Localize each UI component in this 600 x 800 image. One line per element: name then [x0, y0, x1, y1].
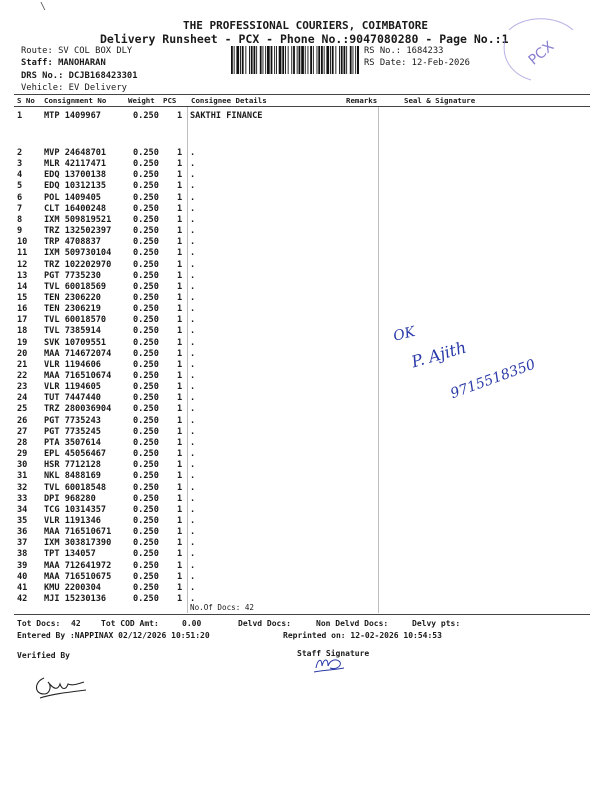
handwritten-phone: 9715518350 [448, 356, 538, 403]
row-sno: 37 [17, 538, 28, 549]
row-sno: 2 [17, 148, 23, 158]
row-consignee: . [190, 515, 196, 526]
row-pcs: 1 [177, 371, 183, 381]
row-consignment: CLT 16400248 [44, 203, 107, 214]
runsheet-title: Delivery Runsheet - PCX - Phone No.:9047080280 - Page No.:1 [100, 32, 509, 46]
row-pcs: 1 [177, 181, 183, 192]
row-sno: 12 [17, 259, 28, 270]
table-row [0, 148, 600, 159]
row-weight: 0.250 [133, 111, 159, 121]
route: Route: SV COL BOX DLY [21, 46, 133, 56]
row-consignee: . [190, 493, 196, 504]
col-remarks: Remarks [346, 96, 378, 105]
row-consignee: . [190, 326, 196, 337]
stamp-text: PCX [525, 38, 558, 69]
row-consignment: PGT 7735243 [44, 415, 101, 426]
row-sno: 24 [17, 393, 28, 404]
col-consignee: Consignee Details [191, 96, 267, 105]
table-row [0, 237, 600, 248]
table-row [0, 248, 600, 259]
row-pcs: 1 [177, 393, 183, 404]
row-pcs: 1 [177, 270, 183, 281]
table-row [0, 505, 600, 516]
verifier-signature [30, 668, 90, 708]
row-sno: 41 [17, 582, 28, 593]
row-consignee: . [190, 170, 196, 181]
row-consignee: . [190, 415, 196, 426]
row-consignee: . [190, 460, 196, 471]
row-consignment: IXM 303817390 [44, 538, 112, 549]
row-consignment: TRZ 280036904 [44, 404, 112, 415]
row-weight: 0.250 [133, 449, 159, 460]
row-consignee: . [190, 594, 196, 604]
row-consignment: MAA 716510675 [44, 571, 112, 582]
row-consignee: . [190, 148, 196, 158]
row-consignee: . [190, 259, 196, 270]
row-sno: 27 [17, 426, 28, 437]
row-weight: 0.250 [133, 527, 159, 538]
tot-cod-value: 0.00 [182, 619, 202, 628]
row-sno: 13 [17, 270, 28, 281]
row-consignment: MJI 15230136 [44, 594, 107, 604]
row-weight: 0.250 [133, 214, 159, 225]
row-weight: 0.250 [133, 404, 159, 415]
row-pcs: 1 [177, 471, 183, 482]
row-weight: 0.250 [133, 181, 159, 192]
row-consignee: . [190, 560, 196, 571]
row-consignment: MLR 42117471 [44, 159, 107, 170]
row-sno: 1 [17, 111, 23, 121]
row-consignment: TEN 2306219 [44, 304, 101, 315]
row-sno: 6 [17, 192, 23, 203]
row-consignee: . [190, 304, 196, 315]
row-weight: 0.250 [133, 326, 159, 337]
row-consignee: . [190, 337, 196, 348]
row-weight: 0.250 [133, 460, 159, 471]
row-sno: 15 [17, 292, 28, 303]
row-weight: 0.250 [133, 304, 159, 315]
row-pcs: 1 [177, 281, 183, 292]
tick-mark: \ [40, 1, 47, 12]
row-consignee: . [190, 437, 196, 448]
delvd-docs: Delvd Docs: [238, 619, 291, 628]
row-weight: 0.250 [133, 270, 159, 281]
row-sno: 36 [17, 527, 28, 538]
row-consignment: TRP 4708837 [44, 237, 101, 248]
row-pcs: 1 [177, 437, 183, 448]
row-sno: 14 [17, 281, 28, 292]
row-consignment: VLR 1194606 [44, 359, 101, 370]
table-bottom-rule [14, 614, 590, 615]
row-weight: 0.250 [133, 549, 159, 560]
row-sno: 39 [17, 560, 28, 571]
row-sno: 32 [17, 482, 28, 493]
row-pcs: 1 [177, 527, 183, 538]
row-weight: 0.250 [133, 582, 159, 593]
table-row [0, 527, 600, 538]
row-consignee: . [190, 181, 196, 192]
row-pcs: 1 [177, 203, 183, 214]
row-pcs: 1 [177, 571, 183, 582]
row-consignee: . [190, 538, 196, 549]
row-consignee: . [190, 292, 196, 303]
row-weight: 0.250 [133, 393, 159, 404]
row-pcs: 1 [177, 292, 183, 303]
row-weight: 0.250 [133, 226, 159, 237]
entered-by: Entered By :NAPPINAX 02/12/2026 10:51:20 [17, 631, 210, 640]
col-weight: Weight [128, 96, 155, 105]
table-row [0, 226, 600, 237]
table-row [0, 111, 600, 122]
row-sno: 35 [17, 515, 28, 526]
table-row [0, 594, 600, 605]
row-weight: 0.250 [133, 515, 159, 526]
row-consignee: . [190, 214, 196, 225]
row-pcs: 1 [177, 359, 183, 370]
col-seal-signature: Seal & Signature [404, 96, 476, 105]
row-consignment: PTA 3507614 [44, 437, 101, 448]
row-consignee: . [190, 504, 196, 515]
table-row [0, 204, 600, 215]
row-consignee: . [190, 471, 196, 482]
row-sno: 10 [17, 237, 28, 248]
row-consignee: . [190, 281, 196, 292]
row-consignee: . [190, 449, 196, 460]
row-sno: 34 [17, 504, 28, 515]
row-pcs: 1 [177, 549, 183, 560]
row-weight: 0.250 [133, 482, 159, 493]
row-sno: 11 [17, 248, 28, 259]
row-consignee: . [190, 393, 196, 404]
row-consignee: . [190, 426, 196, 437]
row-consignee: . [190, 359, 196, 370]
row-weight: 0.250 [133, 281, 159, 292]
header-bottom-rule [14, 106, 590, 107]
header-top-rule [14, 94, 590, 95]
row-weight: 0.250 [133, 337, 159, 348]
row-pcs: 1 [177, 304, 183, 315]
table-row [0, 215, 600, 226]
row-sno: 30 [17, 460, 28, 471]
row-consignee: SAKTHI FINANCE [190, 111, 263, 121]
row-sno: 8 [17, 214, 23, 225]
row-pcs: 1 [177, 326, 183, 337]
row-pcs: 1 [177, 538, 183, 549]
row-sno: 25 [17, 404, 28, 415]
row-weight: 0.250 [133, 415, 159, 426]
tot-docs-label: Tot Docs: [17, 619, 61, 628]
handwritten-receipt [388, 318, 578, 408]
row-consignment: TCG 10314357 [44, 504, 107, 515]
row-sno: 16 [17, 304, 28, 315]
courier-stamp [495, 10, 585, 85]
tot-cod-label: Tot COD Amt: [101, 619, 159, 628]
row-consignee: . [190, 237, 196, 248]
table-row [0, 193, 600, 204]
table-row [0, 483, 600, 494]
row-consignment: TVL 60018548 [44, 482, 107, 493]
row-consignee: . [190, 203, 196, 214]
row-consignment: VLR 1194605 [44, 382, 101, 393]
row-consignee: . [190, 482, 196, 493]
row-weight: 0.250 [133, 170, 159, 181]
table-row [0, 170, 600, 181]
staff-name: Staff: MANOHARAN [21, 58, 106, 68]
row-weight: 0.250 [133, 292, 159, 303]
row-consignee: . [190, 571, 196, 582]
row-consignment: IXM 509819521 [44, 214, 112, 225]
row-sno: 26 [17, 415, 28, 426]
table-row [0, 471, 600, 482]
col-pcs: PCS [163, 96, 177, 105]
row-pcs: 1 [177, 337, 183, 348]
row-consignee: . [190, 371, 196, 381]
row-weight: 0.250 [133, 192, 159, 203]
row-weight: 0.250 [133, 371, 159, 381]
row-consignee: . [190, 527, 196, 538]
row-consignee: . [190, 192, 196, 203]
table-row [0, 438, 600, 449]
row-consignment: TVL 60018569 [44, 281, 107, 292]
row-sno: 7 [17, 203, 23, 214]
row-sno: 40 [17, 571, 28, 582]
reprinted-on: Reprinted on: 12-02-2026 10:54:53 [283, 631, 442, 640]
row-pcs: 1 [177, 214, 183, 225]
row-consignment: MAA 716510671 [44, 527, 112, 538]
row-consignment: PGT 7735245 [44, 426, 101, 437]
handwritten-name: P. Ajith [409, 337, 469, 372]
row-consignee: . [190, 382, 196, 393]
table-row [0, 494, 600, 505]
row-consignment: TVL 60018570 [44, 315, 107, 326]
row-consignment: IXM 509730104 [44, 248, 112, 259]
row-consignee: . [190, 549, 196, 560]
row-consignment: TRZ 102202970 [44, 259, 112, 270]
row-consignment: MAA 714672074 [44, 348, 112, 359]
rs-number: RS No.: 1684233 [364, 46, 444, 56]
row-sno: 17 [17, 315, 28, 326]
table-row [0, 449, 600, 460]
row-weight: 0.250 [133, 315, 159, 326]
row-pcs: 1 [177, 482, 183, 493]
row-consignee: . [190, 315, 196, 326]
delvy-pts: Delvy pts: [412, 619, 461, 628]
row-consignment: HSR 7712128 [44, 460, 101, 471]
row-pcs: 1 [177, 192, 183, 203]
rs-date: RS Date: 12-Feb-2026 [364, 58, 470, 68]
row-consignment: POL 1409405 [44, 192, 101, 203]
row-pcs: 1 [177, 170, 183, 181]
row-pcs: 1 [177, 582, 183, 593]
row-consignment: EDQ 13700138 [44, 170, 107, 181]
col-sno: S No [17, 96, 35, 105]
row-weight: 0.250 [133, 504, 159, 515]
row-pcs: 1 [177, 348, 183, 359]
row-consignment: DPI 968280 [44, 493, 96, 504]
row-pcs: 1 [177, 248, 183, 259]
row-pcs: 1 [177, 237, 183, 248]
row-weight: 0.250 [133, 538, 159, 549]
row-pcs: 1 [177, 515, 183, 526]
row-consignment: TUT 7447440 [44, 393, 101, 404]
row-pcs: 1 [177, 560, 183, 571]
row-sno: 5 [17, 181, 23, 192]
table-row [0, 427, 600, 438]
row-weight: 0.250 [133, 159, 159, 170]
row-weight: 0.250 [133, 594, 159, 604]
row-sno: 9 [17, 226, 23, 237]
staff-signature-label: Staff Signature [297, 649, 370, 658]
row-pcs: 1 [177, 426, 183, 437]
row-pcs: 1 [177, 159, 183, 170]
row-sno: 33 [17, 493, 28, 504]
row-sno: 21 [17, 359, 28, 370]
row-consignment: VLR 1191346 [44, 515, 101, 526]
row-consignment: MAA 716510674 [44, 371, 112, 381]
row-consignee: . [190, 159, 196, 170]
row-pcs: 1 [177, 404, 183, 415]
table-row [0, 538, 600, 549]
row-sno: 29 [17, 449, 28, 460]
row-consignment: EPL 45056467 [44, 449, 107, 460]
verified-by-label: Verified By [17, 651, 70, 660]
table-row [0, 282, 600, 293]
table-row [0, 416, 600, 427]
table-row [0, 516, 600, 527]
row-consignment: PGT 7735230 [44, 270, 101, 281]
barcode-graphic [231, 46, 359, 74]
table-row [0, 271, 600, 282]
table-row [0, 561, 600, 572]
row-sno: 28 [17, 437, 28, 448]
row-pcs: 1 [177, 111, 183, 121]
row-consignment: TEN 2306220 [44, 292, 101, 303]
table-row [0, 572, 600, 583]
row-sno: 19 [17, 337, 28, 348]
no-of-docs: No.Of Docs: 42 [190, 603, 255, 612]
row-consignment: SVK 10709551 [44, 337, 107, 348]
table-row [0, 549, 600, 560]
row-consignee: . [190, 582, 196, 593]
row-weight: 0.250 [133, 248, 159, 259]
row-consignee: . [190, 226, 196, 237]
row-sno: 20 [17, 348, 28, 359]
row-sno: 38 [17, 549, 28, 560]
row-pcs: 1 [177, 460, 183, 471]
row-weight: 0.250 [133, 382, 159, 393]
row-consignment: EDQ 10312135 [44, 181, 107, 192]
row-consignee: . [190, 248, 196, 259]
non-delvd-docs: Non Delvd Docs: [316, 619, 389, 628]
row-pcs: 1 [177, 315, 183, 326]
tot-docs-value: 42 [71, 619, 81, 628]
row-pcs: 1 [177, 259, 183, 270]
vehicle: Vehicle: EV Delivery [21, 83, 127, 93]
row-weight: 0.250 [133, 259, 159, 270]
row-pcs: 1 [177, 493, 183, 504]
row-weight: 0.250 [133, 560, 159, 571]
row-sno: 23 [17, 382, 28, 393]
row-sno: 18 [17, 326, 28, 337]
table-row [0, 460, 600, 471]
row-consignment: TPT 134057 [44, 549, 96, 560]
row-consignment: TRZ 132502397 [44, 226, 112, 237]
row-weight: 0.250 [133, 359, 159, 370]
col-consignment: Consignment No [44, 96, 107, 105]
row-weight: 0.250 [133, 571, 159, 582]
row-consignment: KMU 2200304 [44, 582, 101, 593]
drs-number: DRS No.: DCJB168423301 [21, 71, 138, 81]
row-sno: 3 [17, 159, 23, 170]
row-consignee: . [190, 404, 196, 415]
row-consignment: MVP 24648701 [44, 148, 107, 158]
row-consignment: MTP 1409967 [44, 111, 101, 121]
row-pcs: 1 [177, 148, 183, 158]
row-pcs: 1 [177, 594, 183, 604]
table-row [0, 583, 600, 594]
company-name: THE PROFESSIONAL COURIERS, COIMBATORE [183, 19, 429, 32]
table-row [0, 304, 600, 315]
row-pcs: 1 [177, 382, 183, 393]
row-weight: 0.250 [133, 493, 159, 504]
row-consignment: NKL 8488169 [44, 471, 101, 482]
row-sno: 4 [17, 170, 23, 181]
row-pcs: 1 [177, 449, 183, 460]
row-consignee: . [190, 270, 196, 281]
table-row [0, 293, 600, 304]
table-row [0, 260, 600, 271]
row-sno: 42 [17, 594, 28, 604]
row-consignment: MAA 712641972 [44, 560, 112, 571]
table-row [0, 159, 600, 170]
row-pcs: 1 [177, 504, 183, 515]
row-consignment: TVL 7385914 [44, 326, 101, 337]
barcode [231, 46, 359, 74]
handwritten-ok: OK [391, 323, 417, 345]
row-consignee: . [190, 348, 196, 359]
row-pcs: 1 [177, 415, 183, 426]
staff-signature-mark [310, 652, 350, 676]
row-sno: 22 [17, 371, 28, 381]
row-weight: 0.250 [133, 426, 159, 437]
row-weight: 0.250 [133, 237, 159, 248]
table-row [0, 181, 600, 192]
row-sno: 31 [17, 471, 28, 482]
row-pcs: 1 [177, 226, 183, 237]
row-weight: 0.250 [133, 437, 159, 448]
row-weight: 0.250 [133, 471, 159, 482]
row-weight: 0.250 [133, 348, 159, 359]
row-weight: 0.250 [133, 148, 159, 158]
row-weight: 0.250 [133, 203, 159, 214]
